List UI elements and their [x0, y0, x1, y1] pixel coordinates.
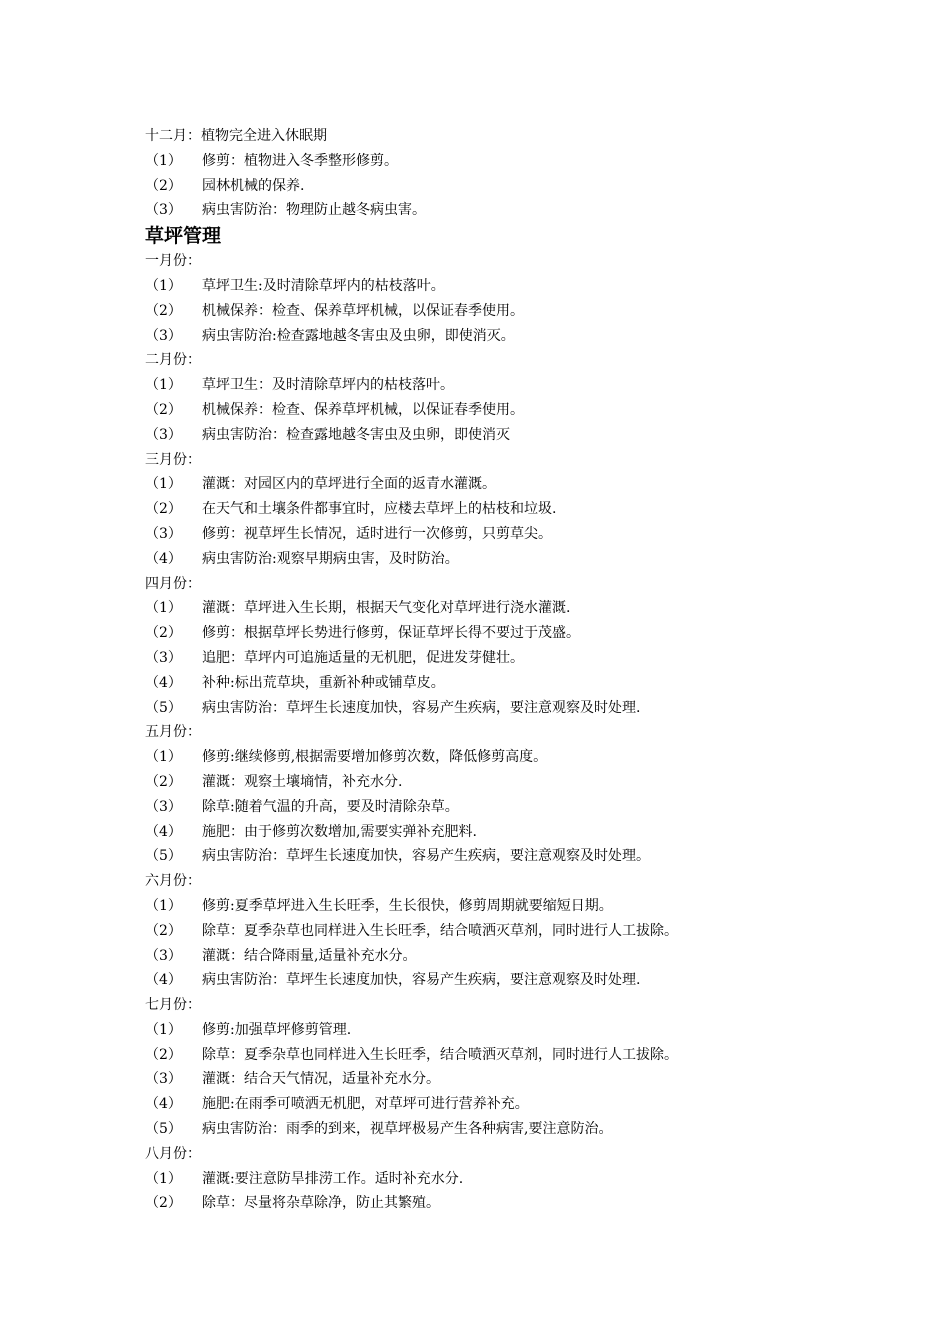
list-item: [145, 423, 845, 448]
list-item: [145, 1067, 845, 1092]
item-text: 除草：夏季杂草也同样进入生长旺季，结合喷洒灭草剂，同时进行人工拔除。: [202, 1046, 678, 1063]
item-number: （3）: [145, 1071, 182, 1088]
month-label: 三月份：: [145, 451, 201, 468]
item-number: （3）: [145, 327, 182, 344]
item-text: 病虫害防治：物理防止越冬病虫害。: [202, 202, 426, 219]
list-item: [145, 795, 845, 820]
list-item: [145, 1018, 845, 1043]
month-list: [145, 249, 845, 1216]
list-item: [145, 497, 845, 522]
item-text: 灌溉：结合降雨量,适量补充水分。: [202, 947, 417, 964]
item-number: （4）: [145, 823, 182, 840]
list-item: [145, 198, 845, 223]
item-text: 病虫害防治：草坪生长速度加快，容易产生疾病，要注意观察及时处理。: [202, 848, 650, 865]
item-text: 灌溉：草坪进入生长期，根据天气变化对草坪进行浇水灌溉.: [202, 600, 571, 617]
item-number: （2）: [145, 1195, 182, 1212]
list-item: [145, 646, 845, 671]
item-number: （3）: [145, 426, 182, 443]
intro-title: 十二月：植物完全进入休眠期: [145, 128, 327, 144]
month-block: [145, 348, 845, 447]
item-number: （1）: [145, 377, 182, 394]
item-number: （1）: [145, 600, 182, 617]
list-item: [145, 149, 845, 174]
item-text: 机械保养：检查、保养草坪机械，以保证春季使用。: [202, 302, 524, 319]
list-item: [145, 274, 845, 299]
item-number: （3）: [145, 525, 182, 542]
item-text: 灌溉:要注意防旱排涝工作。适时补充水分.: [202, 1170, 464, 1187]
list-item: [145, 398, 845, 423]
list-item: [145, 1043, 845, 1068]
item-text: 病虫害防治:观察早期病虫害，及时防治。: [202, 550, 459, 567]
item-text: 机械保养：检查、保养草坪机械，以保证春季使用。: [202, 401, 524, 418]
item-number: （3）: [145, 202, 182, 219]
list-item: [145, 522, 845, 547]
item-number: （5）: [145, 699, 182, 716]
month-label: 五月份：: [145, 724, 201, 741]
month-label: 一月份：: [145, 253, 201, 270]
item-text: 除草：尽量将杂草除净，防止其繁殖。: [202, 1195, 440, 1212]
item-number: （4）: [145, 674, 182, 691]
list-item: [145, 1092, 845, 1117]
month-label: 七月份：: [145, 997, 201, 1014]
month-label: 六月份：: [145, 873, 201, 890]
month-label: 八月份：: [145, 1145, 201, 1162]
item-number: （2）: [145, 501, 182, 518]
item-text: 病虫害防治：雨季的到来，视草坪极易产生各种病害,要注意防治。: [202, 1121, 613, 1138]
list-item: [145, 1191, 845, 1216]
month-block: [145, 869, 845, 993]
item-text: 追肥：草坪内可追施适量的无机肥，促进发芽健壮。: [202, 649, 524, 666]
item-number: （1）: [145, 476, 182, 493]
intro-list: [145, 149, 845, 223]
list-item: [145, 770, 845, 795]
item-number: （4）: [145, 972, 182, 989]
item-text: 修剪:夏季草坪进入生长旺季，生长很快，修剪周期就要缩短日期。: [202, 897, 613, 914]
item-number: （2）: [145, 922, 182, 939]
document-body: [145, 124, 845, 1216]
item-text: 在天气和土壤条件都事宜时，应楼去草坪上的枯枝和垃圾.: [202, 501, 557, 518]
item-number: （4）: [145, 1096, 182, 1113]
item-text: 病虫害防治：草坪生长速度加快，容易产生疾病，要注意观察及时处理.: [202, 699, 641, 716]
item-text: 灌溉：对园区内的草坪进行全面的返青水灌溉。: [202, 476, 496, 493]
list-item: [145, 547, 845, 572]
list-item: [145, 324, 845, 349]
item-text: 草坪卫生：及时清除草坪内的枯枝落叶。: [202, 377, 454, 394]
item-text: 修剪：根据草坪长势进行修剪，保证草坪长得不要过于茂盛。: [202, 625, 580, 642]
list-item: [145, 472, 845, 497]
item-text: 修剪：视草坪生长情况，适时进行一次修剪，只剪草尖。: [202, 525, 552, 542]
item-text: 修剪:加强草坪修剪管理.: [202, 1021, 352, 1038]
month-label: 二月份：: [145, 352, 201, 369]
list-item: [145, 894, 845, 919]
item-number: （2）: [145, 401, 182, 418]
item-text: 补种:标出荒草块，重新补种或铺草皮。: [202, 674, 445, 691]
item-text: 修剪:继续修剪,根据需要增加修剪次数，降低修剪高度。: [202, 749, 548, 766]
section-title: 草坪管理: [145, 225, 222, 248]
list-item: [145, 745, 845, 770]
month-block: [145, 572, 845, 721]
month-block: [145, 993, 845, 1142]
item-number: （3）: [145, 947, 182, 964]
item-text: 病虫害防治：检查露地越冬害虫及虫卵，即使消灭: [202, 426, 510, 443]
month-label: 四月份：: [145, 575, 201, 592]
list-item: [145, 696, 845, 721]
item-text: 灌溉：结合天气情况，适量补充水分。: [202, 1071, 440, 1088]
item-text: 灌溉：观察土壤墒情，补充水分.: [202, 773, 403, 790]
item-number: （1）: [145, 1021, 182, 1038]
item-number: （4）: [145, 550, 182, 567]
item-number: （2）: [145, 1046, 182, 1063]
item-number: （1）: [145, 1170, 182, 1187]
item-number: （1）: [145, 277, 182, 294]
item-number: （5）: [145, 848, 182, 865]
list-item: [145, 1167, 845, 1192]
list-item: [145, 621, 845, 646]
item-text: 除草:随着气温的升高，要及时清除杂草。: [202, 798, 459, 815]
list-item: [145, 944, 845, 969]
list-item: [145, 596, 845, 621]
list-item: [145, 919, 845, 944]
item-number: （2）: [145, 773, 182, 790]
item-number: （3）: [145, 798, 182, 815]
item-text: 园林机械的保养.: [202, 177, 305, 194]
item-text: 病虫害防治：草坪生长速度加快，容易产生疾病，要注意观察及时处理.: [202, 972, 641, 989]
list-item: [145, 844, 845, 869]
list-item: [145, 671, 845, 696]
list-item: [145, 174, 845, 199]
item-number: （3）: [145, 649, 182, 666]
item-number: （2）: [145, 177, 182, 194]
list-item: [145, 373, 845, 398]
item-number: （2）: [145, 302, 182, 319]
item-number: （1）: [145, 749, 182, 766]
list-item: [145, 1117, 845, 1142]
item-number: （5）: [145, 1121, 182, 1138]
month-block: [145, 720, 845, 869]
item-text: 除草：夏季杂草也同样进入生长旺季，结合喷洒灭草剂，同时进行人工拔除。: [202, 922, 678, 939]
list-item: [145, 299, 845, 324]
list-item: [145, 968, 845, 993]
item-text: 病虫害防治:检查露地越冬害虫及虫卵，即使消灭。: [202, 327, 515, 344]
item-text: 草坪卫生:及时清除草坪内的枯枝落叶。: [202, 277, 445, 294]
item-text: 施肥：由于修剪次数增加,需要实弹补充肥料.: [202, 823, 477, 840]
month-block: [145, 249, 845, 348]
item-text: 施肥:在雨季可喷洒无机肥，对草坪可进行营养补充。: [202, 1096, 529, 1113]
month-block: [145, 448, 845, 572]
item-number: （1）: [145, 897, 182, 914]
item-number: （1）: [145, 152, 182, 169]
item-text: 修剪：植物进入冬季整形修剪。: [202, 152, 398, 169]
list-item: [145, 820, 845, 845]
month-block: [145, 1142, 845, 1216]
item-number: （2）: [145, 625, 182, 642]
